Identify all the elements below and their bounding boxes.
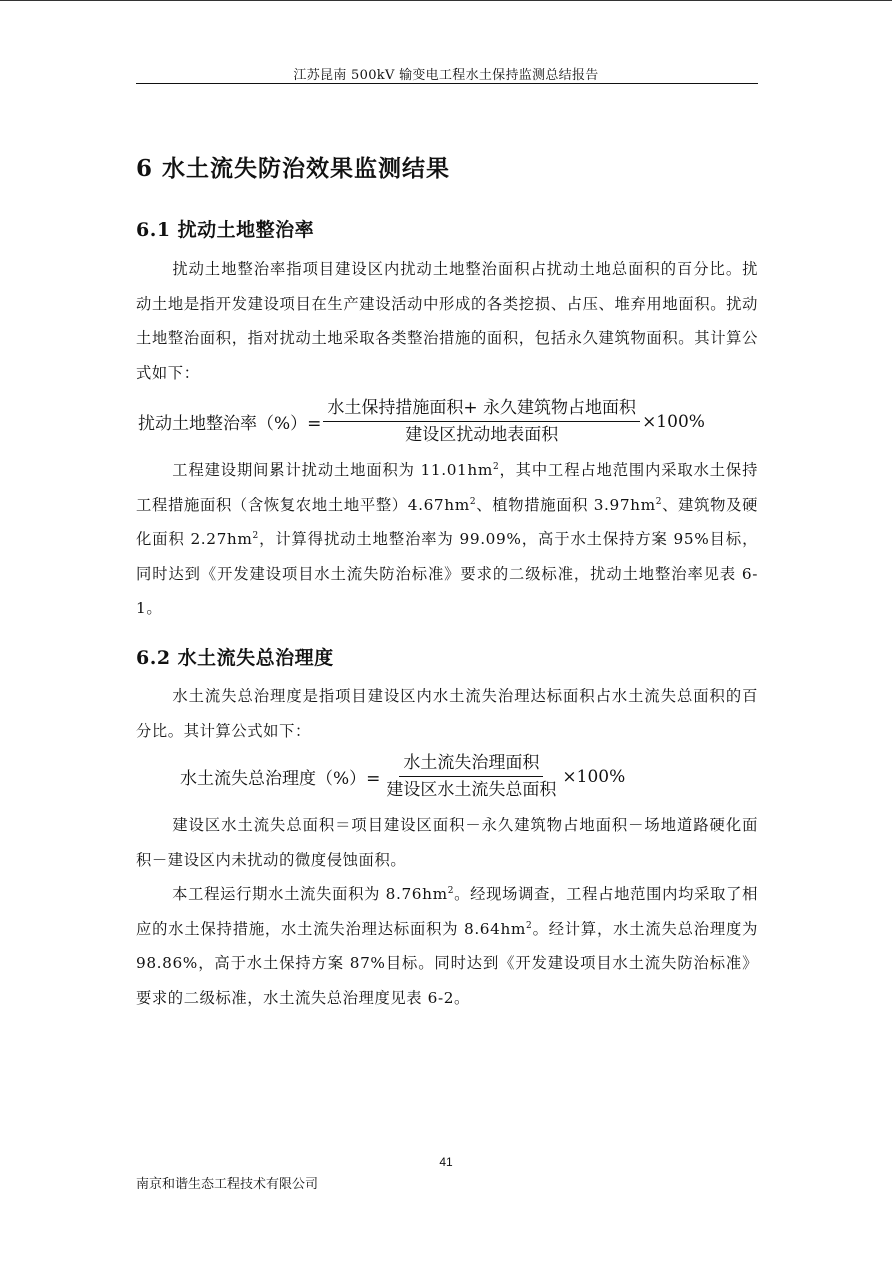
running-header: 江苏昆南 500kV 输变电工程水土保持监测总结报告 bbox=[293, 68, 599, 83]
formula-denominator: 建设区扰动地表面积 bbox=[405, 425, 559, 445]
section-6-1-title: 6.1 扰动土地整治率 bbox=[136, 219, 315, 241]
formula-disturbed-land-rate bbox=[138, 397, 705, 446]
top-border bbox=[0, 0, 892, 1]
formula-suffix: ×100% bbox=[562, 766, 626, 787]
chapter-title: 6 水土流失防治效果监测结果 bbox=[136, 155, 451, 182]
formula-numerator: 水土保持措施面积+ 永久建筑物占地面积 bbox=[323, 397, 640, 422]
header-rule bbox=[136, 83, 758, 84]
formula-suffix: ×100% bbox=[642, 411, 705, 432]
section-6-2-paragraph-3: 本工程运行期水土流失面积为 $8.76hm^2$。经现场调查，工程占地范围内均采取了相应的水土保持措施，水土流失治理达标面积为 $8.64hm^2$。经计算，水土流失总治理度为 98.86%，高于水土保持方案 87%目标。同时达到《开发建设项目水土流失防治标准》要求的二级标准，水土流失总治理度见表 6-2。 bbox=[136, 885, 759, 1007]
section-6-2-paragraph-2: 建设区水土流失总面积＝项目建设区面积－永久建筑物占地面积－场地道路硬化面积－建设区内未扰动的微度侵蚀面积。 bbox=[136, 816, 758, 869]
page-number: 41 bbox=[439, 1155, 453, 1169]
formula-numerator: 水土流失治理面积 bbox=[399, 752, 543, 777]
section-6-2-paragraph-1: 水土流失总治理度是指项目建设区内水土流失治理达标面积占水土流失总面积的百分比。其计算公式如下： bbox=[136, 687, 758, 740]
formula-lhs: 扰动土地整治率（%）= bbox=[138, 414, 322, 434]
formula-denominator: 建设区水土流失总面积 bbox=[386, 780, 557, 800]
paragraph-text: 扰动土地整治率指项目建设区内扰动土地整治面积占扰动土地总面积的百分比。扰动土地是指开发建设项目在生产建设活动中形成的各类挖损、占压、堆弃用地面积。扰动土地整治面积，指对扰动土地采取各类整治措施的面积，包括永久建筑物面积。其计算公式如下： bbox=[136, 260, 758, 382]
section-6-1-paragraph-1 bbox=[136, 252, 758, 390]
formula-lhs: 水土流失总治理度（%）= bbox=[180, 769, 381, 789]
formula-fraction bbox=[382, 752, 560, 801]
section-6-1-paragraph-2: 工程建设期间累计扰动土地面积为 $11.01hm^2$，其中工程占地范围内采取水土保持工程措施面积（含恢复农地土地平整）$4.67hm^2$、植物措施面积 $3.97hm^2$、建筑物及硬化面积 $2.27hm^2$，计算得扰动土地整治率为 99.09%，高于水土保持方案 95%目标，同时达到《开发建设项目水土流失防治标准》要求的二级标准，扰动土地整治率见表 6-1。 bbox=[136, 461, 759, 618]
formula-fraction bbox=[323, 397, 640, 446]
section-6-2-title: 6.2 水土流失总治理度 bbox=[136, 647, 334, 669]
footer-company: 南京和谐生态工程技术有限公司 bbox=[136, 1177, 319, 1192]
formula-total-treatment-rate bbox=[180, 752, 625, 801]
